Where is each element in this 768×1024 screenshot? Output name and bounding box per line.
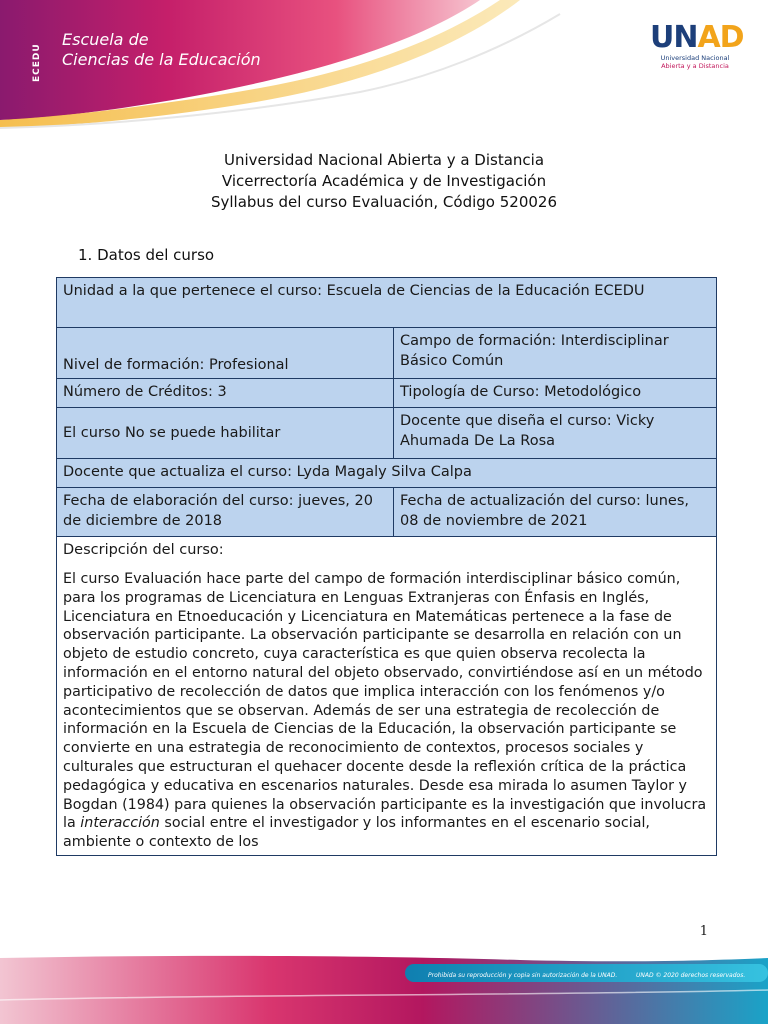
description-body xyxy=(63,570,710,852)
table-row xyxy=(57,459,717,488)
table-row xyxy=(57,379,717,408)
cell-creditos: Número de Créditos: 3 xyxy=(57,379,394,408)
cell-descripcion xyxy=(57,537,717,856)
unad-logo xyxy=(650,20,744,70)
description-title: Descripción del curso: xyxy=(63,542,224,558)
logo-subtitle-1: Universidad Nacional xyxy=(660,54,730,62)
table-row xyxy=(57,488,717,537)
footer-notice-copy: Prohibida su reproducción y copia sin autorización de la UNAD. xyxy=(428,972,618,979)
footer-banner xyxy=(0,950,768,1024)
school-name-block xyxy=(32,30,261,82)
title-line-2: Vicerrectoría Académica y de Investigación xyxy=(221,172,547,190)
cell-docente-disena: Docente que diseña el curso: Vicky Ahumada De La Rosa xyxy=(394,408,717,459)
cell-unidad: Unidad a la que pertenece el curso: Escuela de Ciencias de la Educación ECEDU xyxy=(57,278,717,328)
description-part-1: El curso Evaluación hace parte del campo de formación interdisciplinar básico común, para los programas de Licenciatura en Lenguas Extranjeras con Énfasis en Inglés, Licenciatura en Etnoeducación y Licenciatura en Matemáticas pertenece a la fase de observación participante. La observación participante se desarrolla en relación con un objeto de estudio concreto, cuya característica es que quien observa recolecta la información en el entorno natural del objeto observado, convirtiéndose así en un método participativo de recolección de datos que implica interacción con los fenómenos y/o acontecimientos que se observan. Además de ser una estrategia de recolección de información en la Escuela de Ciencias de la Educación, la observación participante se convierte en una estrategia de reconocimiento de contextos, procesos sociales y culturales que estructuran el quehacer docente desde la reflexión crítica de la práctica pedagógica y educativa en escenarios naturales. Desde esa mirada lo asumen Taylor y Bogdan (1984) para quienes la observación participante es la investigación que involucra la xyxy=(63,571,707,832)
table-row xyxy=(57,328,717,379)
footer-notice-rights: UNAD © 2020 derechos reservados. xyxy=(636,972,746,979)
description-emphasis: interacción xyxy=(80,815,160,832)
school-name-line2: Ciencias de la Educación xyxy=(62,50,261,69)
cell-campo: Campo de formación: Interdisciplinar Básico Común xyxy=(394,328,717,379)
logo-mark-ad: AD xyxy=(697,20,744,55)
school-tag: ECEDU xyxy=(32,43,42,82)
logo-mark-un: UN xyxy=(650,20,698,55)
school-name-line1: Escuela de xyxy=(62,30,149,49)
course-data-table xyxy=(56,277,717,856)
cell-habilitar: El curso No se puede habilitar xyxy=(57,408,394,459)
section-heading: 1. Datos del curso xyxy=(78,246,215,264)
document-titles xyxy=(0,150,768,213)
page-number: 1 xyxy=(699,924,708,939)
table-row xyxy=(57,278,717,328)
logo-subtitle-2: Abierta y a Distancia xyxy=(661,62,729,70)
logo-mark xyxy=(650,20,744,55)
cell-docente-actualiza: Docente que actualiza el curso: Lyda Magaly Silva Calpa xyxy=(57,459,717,488)
cell-nivel: Nivel de formación: Profesional xyxy=(57,328,394,379)
cell-fecha-actualizacion: Fecha de actualización del curso: lunes, 08 de noviembre de 2021 xyxy=(394,488,717,537)
title-line-1: Universidad Nacional Abierta y a Distancia xyxy=(223,151,545,169)
cell-tipologia: Tipología de Curso: Metodológico xyxy=(394,379,717,408)
title-line-3: Syllabus del curso Evaluación, Código 520026 xyxy=(210,193,558,211)
table-row xyxy=(57,408,717,459)
table-row xyxy=(57,537,717,856)
cell-fecha-elaboracion: Fecha de elaboración del curso: jueves, 20 de diciembre de 2018 xyxy=(57,488,394,537)
description-part-2: social entre el investigador y los informantes en el escenario social, ambiente o contexto de los xyxy=(63,815,650,851)
